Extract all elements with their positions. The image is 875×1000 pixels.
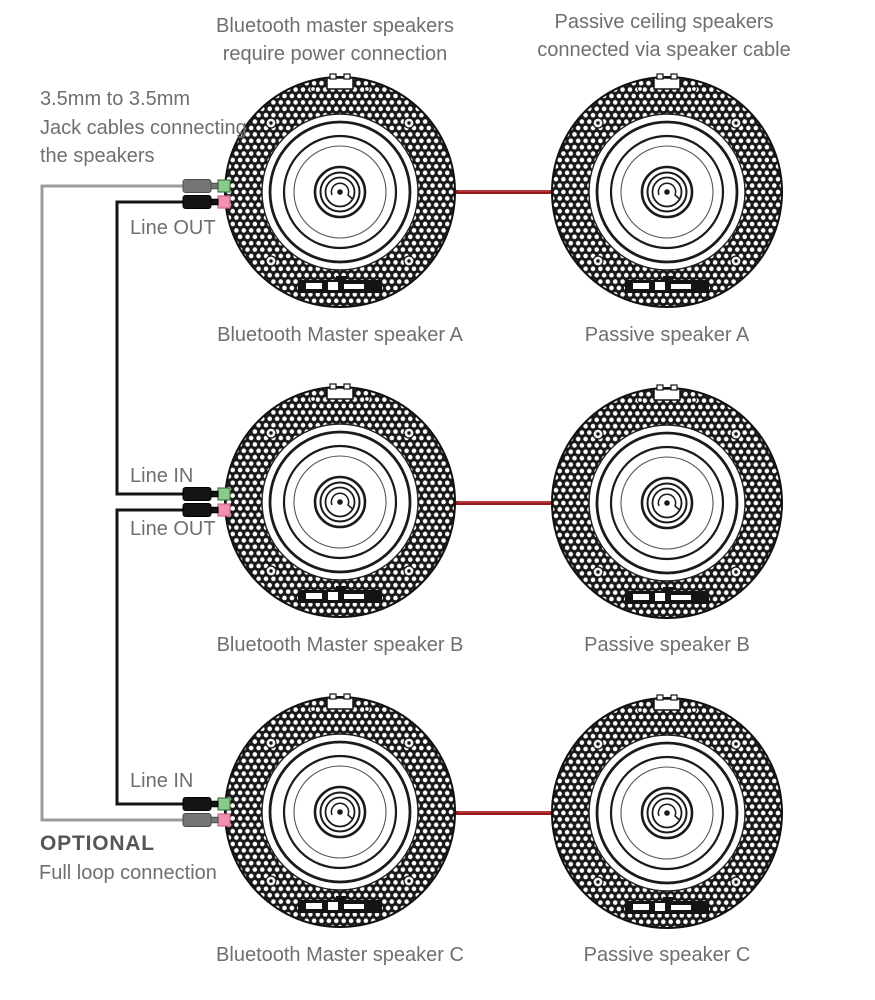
label-line-in-b: Line IN — [130, 465, 194, 487]
label-line-out-b: Line OUT — [130, 518, 216, 540]
caption-passive-a: Passive speaker A — [584, 324, 750, 346]
jack-plug-loop-from-c — [183, 814, 218, 827]
jack-plug-a-line-out — [183, 196, 218, 209]
speaker-graphic-passive-b — [552, 385, 782, 618]
label-line-out-a: Line OUT — [130, 217, 216, 239]
caption-master-c: Bluetooth Master speaker C — [216, 944, 464, 966]
caption-passive-c: Passive speaker C — [583, 944, 751, 966]
speaker-cable-row-a — [456, 191, 552, 192]
jack-plug-loop-into-a — [183, 180, 218, 193]
heading-master-line2: require power connection — [222, 43, 448, 65]
jack-plug-c-line-in — [183, 798, 218, 811]
speaker-graphic-passive-a — [552, 74, 782, 307]
line-in-port-b — [218, 488, 230, 500]
label-line-in-c: Line IN — [130, 770, 194, 792]
line-out-port-a — [218, 196, 230, 208]
line-in-port-c — [218, 798, 230, 810]
heading-master-speakers — [185, 12, 485, 68]
jack-cable-b-out-to-c-in — [117, 510, 183, 804]
heading-passive-speakers — [514, 8, 814, 64]
line-in-port-a — [218, 180, 230, 192]
note-jack-line3: the speakers — [40, 145, 155, 167]
note-jack-cables — [40, 85, 247, 171]
label-full-loop: Full loop connection — [39, 862, 217, 884]
optional-loop-cable — [42, 186, 183, 820]
speaker-cable-row-b — [456, 502, 552, 503]
line-out-port-b — [218, 504, 230, 516]
heading-passive-line1: Passive ceiling speakers — [554, 11, 774, 33]
heading-passive-line2: connected via speaker cable — [537, 39, 791, 61]
speaker-graphic-passive-c — [552, 695, 782, 928]
speaker-graphic-master-c — [225, 694, 455, 927]
line-out-port-c — [218, 814, 230, 826]
label-optional: OPTIONAL — [40, 832, 155, 855]
heading-master-line1: Bluetooth master speakers — [216, 15, 454, 37]
note-jack-line2: Jack cables connecting — [40, 116, 247, 139]
note-jack-line1: 3.5mm to 3.5mm — [40, 88, 191, 110]
jack-cable-a-out-to-b-in — [117, 202, 183, 494]
speaker-cable-row-c — [456, 812, 552, 813]
speaker-graphic-master-a — [225, 74, 455, 307]
caption-master-b: Bluetooth Master speaker B — [216, 634, 464, 656]
caption-master-a: Bluetooth Master speaker A — [217, 324, 463, 346]
caption-passive-b: Passive speaker B — [584, 634, 750, 656]
speaker-graphic-master-b — [225, 384, 455, 617]
